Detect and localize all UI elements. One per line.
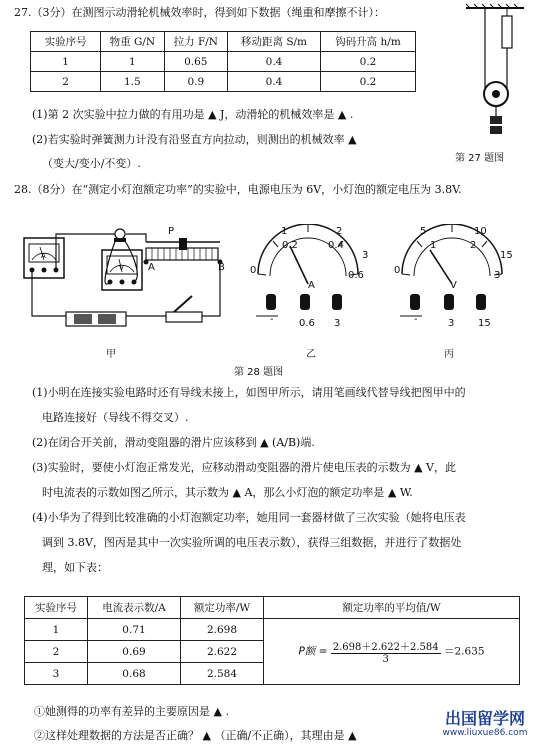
table-header-row: [31, 32, 416, 52]
watermark-url: www.liuxue86.com: [442, 728, 528, 738]
table-cell: 3: [25, 663, 88, 685]
q27-figure-caption: 第 27 题图: [455, 153, 505, 164]
voltmeter-tick-1: 1: [430, 240, 437, 251]
table-cell: 0.2: [321, 72, 416, 92]
table-header-cell: 物重 G/N: [101, 32, 164, 52]
average-formula-cell: [264, 619, 520, 685]
table-header-cell: 额定功率/W: [181, 597, 264, 619]
q28-part4-line3: 理，如下表：: [42, 561, 108, 574]
table-cell: 1.5: [101, 72, 164, 92]
q27-part1: (1)第 2 次实验中拉力做的有用功是 ▲ J，动滑轮的机械效率是 ▲ .: [32, 108, 354, 121]
table-cell: 1: [101, 52, 164, 72]
ammeter-terminal-0.6: 0.6: [299, 318, 315, 329]
ammeter-unit: A: [308, 280, 315, 291]
q28-part1-line1: (1)小明在连接实验电路时还有导线未接上，如图甲所示，请用笔画线代替导线把图甲中的: [32, 386, 466, 399]
table-cell: 0.9: [164, 72, 227, 92]
q28-sub1: ①她测得的功率有差异的主要原因是 ▲ .: [34, 705, 229, 718]
ammeter-tick-0.6: 0.6: [348, 270, 364, 281]
average-formula-denominator: 3: [382, 654, 389, 665]
q28-part3-line2: 时电流表的示数如图乙所示，其示数为 ▲ A，那么小灯泡的额定功率是 ▲ W.: [42, 486, 413, 499]
table-header-cell: 移动距离 S/m: [228, 32, 321, 52]
figure-label-bing: 丙: [444, 349, 454, 360]
voltmeter-tick-0: 0: [394, 265, 401, 276]
ammeter-terminal-neg: -: [270, 314, 274, 325]
end-label-B: B: [218, 262, 225, 273]
table-cell: 1: [31, 52, 101, 72]
ammeter-tick-0: 0: [250, 265, 257, 276]
q28-part2: (2)在闭合开关前，滑动变阻器的滑片应该移到 ▲ (A/B)端.: [32, 436, 315, 449]
ammeter-terminal-3: 3: [334, 318, 341, 329]
q27-title: 27.（3分）在测图示动滑轮机械效率时，得到如下数据（绳重和摩擦不计）：: [14, 6, 385, 19]
ammeter-tick-0.2: 0.2: [282, 240, 298, 251]
voltmeter-outer-5: 5: [420, 226, 427, 237]
voltmeter-terminal-3: 3: [448, 318, 455, 329]
table-header-cell: 钩码升高 h/m: [321, 32, 416, 52]
q27-part2-options: （变大/变小/不变）.: [42, 157, 141, 170]
table-cell: 0.4: [228, 72, 321, 92]
table-cell: 2.622: [181, 641, 264, 663]
q28-part4-line2: 调到 3.8V，图丙是其中一次实验所调的电压表示数），获得三组数据，并进行了数据处: [42, 536, 462, 549]
table-cell: 2: [25, 641, 88, 663]
q28-sub2: ②这样处理数据的方法是否正确？ ▲ （正确/不正确），其理由是 ▲: [34, 729, 357, 742]
average-formula-result: ＝2.635: [443, 645, 485, 658]
table-cell: 2.584: [181, 663, 264, 685]
average-formula-numerator: 2.698＋2.622＋2.584: [331, 638, 441, 654]
table-cell: 2: [31, 72, 101, 92]
table-header-row: [25, 597, 520, 619]
q28-part3-line1: (3)实验时，要使小灯泡正常发光，应移动滑动变阻器的滑片使电压表的示数为 ▲ V，此: [32, 461, 456, 474]
svg-text:A: A: [41, 252, 46, 260]
table-cell: 0.2: [321, 52, 416, 72]
q27-part2: (2)若实验时弹簧测力计没有沿竖直方向拉动，则测出的机械效率 ▲: [32, 133, 357, 146]
average-formula-lhs: P额 =: [298, 645, 328, 658]
pulley-figure: [462, 2, 532, 150]
q28-part1-line2: 电路连接好（导线不得交叉）.: [42, 411, 189, 424]
table-cell: 2.698: [181, 619, 264, 641]
slider-label-P: P: [168, 226, 175, 237]
voltmeter-terminal-neg: -: [414, 314, 418, 325]
table-cell: 0.4: [228, 52, 321, 72]
svg-text:V: V: [119, 264, 124, 272]
voltmeter-tick-3: 3: [494, 270, 501, 281]
watermark: [420, 710, 550, 739]
voltmeter-unit: V: [450, 280, 457, 291]
table-row: [25, 619, 520, 641]
table-row: [31, 52, 416, 72]
end-label-A: A: [148, 262, 155, 273]
voltmeter-outer-15: 15: [500, 250, 513, 261]
ammeter-outer-1: 1: [281, 226, 288, 237]
q27-table: [30, 31, 416, 92]
voltmeter-terminal-15: 15: [478, 318, 491, 329]
q28-table: [24, 596, 520, 685]
voltmeter-tick-2: 2: [470, 240, 477, 251]
figure-label-yi: 乙: [306, 349, 316, 360]
table-row: [31, 72, 416, 92]
table-header-cell: 实验序号: [31, 32, 101, 52]
circuit-figure: [16, 216, 238, 338]
q28-part4-line1: (4)小华为了得到比较准确的小灯泡额定功率，她用同一套器材做了三次实验（她将电压表: [32, 511, 466, 524]
figure-label-jia: 甲: [106, 349, 116, 360]
ammeter-outer-3: 3: [362, 250, 369, 261]
watermark-title: 出国留学网: [444, 709, 525, 728]
voltmeter-outer-10: 10: [474, 226, 487, 237]
table-cell: 0.71: [88, 619, 181, 641]
table-cell: 0.65: [164, 52, 227, 72]
average-formula-fraction: [331, 638, 441, 665]
q28-title: 28.（8分）在“测定小灯泡额定功率”的实验中，电源电压为 6V，小灯泡的额定电压为 3.8V.: [14, 183, 462, 196]
table-header-cell: 拉力 F/N: [164, 32, 227, 52]
table-header-cell: 额定功率的平均值/W: [264, 597, 520, 619]
table-cell: 0.69: [88, 641, 181, 663]
table-header-cell: 电流表示数/A: [88, 597, 181, 619]
ammeter-tick-0.4: 0.4: [328, 240, 344, 251]
table-header-cell: 实验序号: [25, 597, 88, 619]
table-cell: 1: [25, 619, 88, 641]
table-cell: 0.68: [88, 663, 181, 685]
q28-figure-caption: 第 28 题图: [234, 367, 284, 378]
ammeter-outer-2: 2: [336, 226, 343, 237]
